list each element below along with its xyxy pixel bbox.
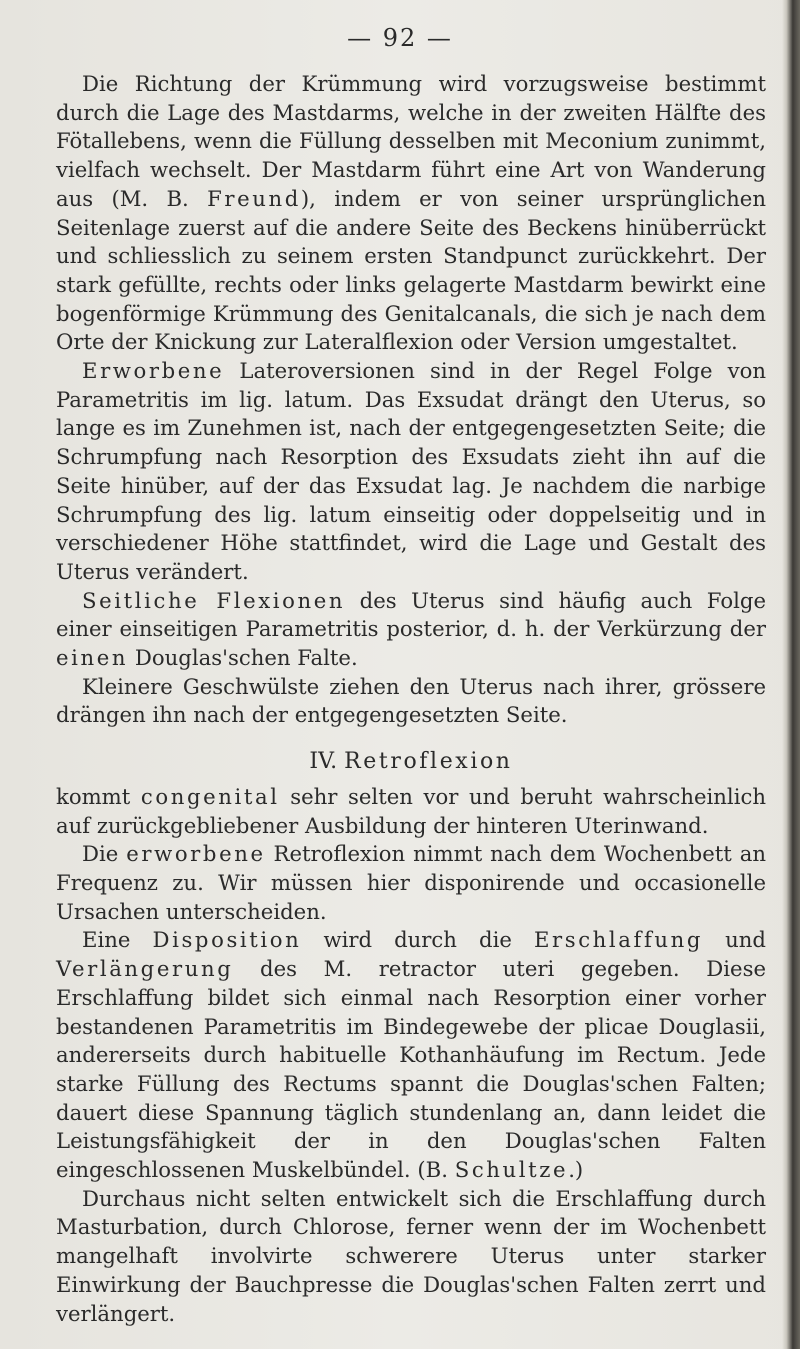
section-number: IV. <box>309 749 345 775</box>
paragraph-1 <box>56 70 766 357</box>
paragraph-8 <box>56 1185 766 1329</box>
body-text <box>56 70 766 1328</box>
paragraph-6 <box>56 840 766 926</box>
text-run: Die Richtung der Krümmung wird vorzugsweise bestimmt durch die Lage des Mastdarms, welche in der zweiten Hälfte des Fötallebens, wenn die Füllung desselben mit Meconium zunimmt, vielfach wechselt. Der Mastdarm führt eine Art von Wanderung aus (M. B. <box>56 71 766 211</box>
text-run: Kleinere Geschwülste ziehen den Uterus nach ihrer, grössere drängen ihn nach der entgegengesetzten Seite. <box>56 673 766 728</box>
text-run: Douglas'schen Falte. <box>128 645 358 671</box>
text-run: Retroflexion nimmt nach dem Wochenbett an Frequenz zu. Wir müssen hier disponirende und occasionelle Ursachen unterscheiden. <box>56 841 766 924</box>
text-run: des Uterus sind häufig auch Folge einer einseitigen Parametritis posterior, d. h. der Verkürzung der <box>56 587 766 642</box>
text-run: Eine <box>82 927 153 953</box>
text-run: ), indem er von seiner ursprünglichen Seitenlage zuerst auf die andere Seite des Beckens hinüberrückt und schliesslich zu seinem ersten Standpunct zurückkehrt. Der stark gefüllte, rechts oder links gelagerte Mastdarm bewirkt eine bogenförmige Krümmung des Genitalcanals, die sich je nach dem Orte der Knickung zur Lateralflexion oder Version umgestaltet. <box>56 185 766 355</box>
paragraph-7 <box>56 926 766 1184</box>
text-run: des M. retractor uteri gegeben. Diese Erschlaffung bildet sich einmal nach Resorption einer vorher bestandenen Parametritis im Bindegewebe der plicae Douglasii, andererseits durch habituelle Kothanhäufung im Rectum. Jede starke Füllung des Rectums spannt die Douglas'schen Falten; dauert diese Spannung täglich stundenlang an, dann leidet die Leistungsfähigkeit der in den Douglas'schen Falten eingeschlossenen Muskelbündel. (B. <box>56 956 766 1183</box>
spaced-name: Schultze <box>454 1157 569 1183</box>
paragraph-3 <box>56 587 766 673</box>
section-title: Retroflexion <box>344 749 513 775</box>
page-number: — 92 — <box>347 24 453 52</box>
spaced-term: Erworbene <box>82 358 225 384</box>
spaced-name: Freund <box>207 185 301 211</box>
section-heading <box>56 748 766 777</box>
text-run: Durchaus nicht selten entwickelt sich die Erschlaffung durch Masturbation, durch Chlorose, ferner wenn der im Wochenbett mangelhaft involvirte schwerere Uterus unter starker Einwirkung der Bauchpresse die Douglas'schen Falten zerrt und verlängert. <box>56 1185 766 1326</box>
paragraph-5 <box>56 783 766 840</box>
paragraph-2 <box>56 357 766 587</box>
text-run: wird durch die <box>301 927 534 953</box>
text-run: und <box>703 927 766 953</box>
spaced-term: Verlängerung <box>56 956 234 982</box>
text-run: .) <box>568 1157 584 1183</box>
spaced-term: Erschlaffung <box>533 927 704 953</box>
spaced-term: erworbene <box>126 841 266 867</box>
spaced-term: Disposition <box>152 927 302 953</box>
text-run: sehr selten vor und beruht wahrscheinlich auf zurückgebliebener Ausbildung der hinteren Uterinwand. <box>56 783 766 838</box>
text-run: kommt <box>56 783 141 809</box>
spaced-term: congenital <box>140 783 280 809</box>
page-edge-shadow <box>782 0 800 1349</box>
paragraph-4 <box>56 673 766 730</box>
text-run: Die <box>82 841 127 867</box>
spaced-term: einen <box>56 645 129 671</box>
spaced-term: Seitliche Flexionen <box>82 587 346 613</box>
text-run: Lateroversionen sind in der Regel Folge von Parametritis im lig. latum. Das Exsudat drängt den Uterus, so lange es im Zunehmen ist, nach der entgegengesetzten Seite; die Schrumpfung nach Resorption des Exsudats zieht ihn auf die Seite hinüber, auf der das Exsudat lag. Je nachdem die narbige Schrumpfung des lig. latum einseitig oder doppelseitig und in verschiedener Höhe stattfindet, wird die Lage und Gestalt des Uterus verändert. <box>56 358 766 584</box>
